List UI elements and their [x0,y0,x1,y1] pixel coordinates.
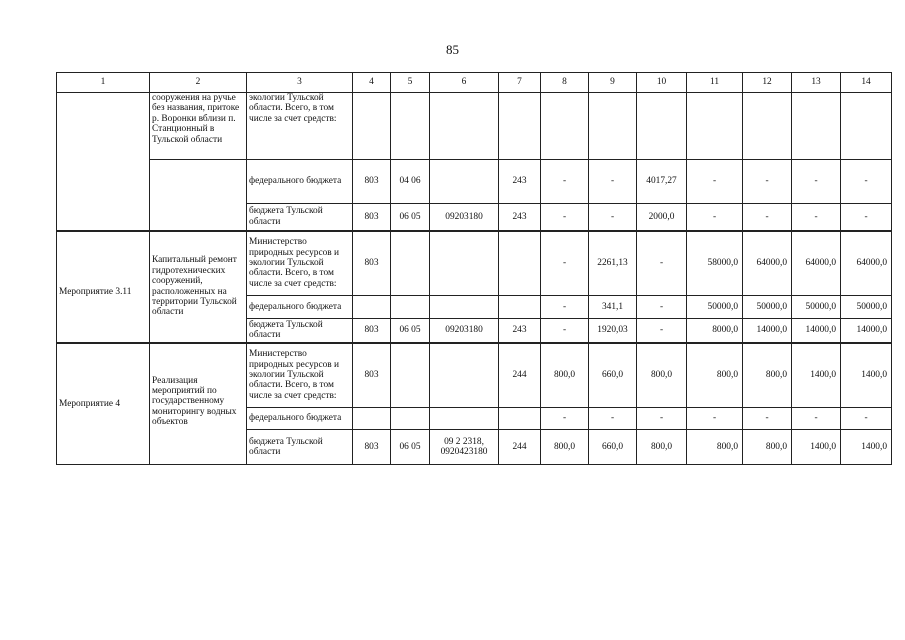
value-cell: 09203180 [430,204,499,231]
value-cell: - [841,160,892,204]
header-row [57,73,892,93]
value-cell: 803 [353,319,391,343]
value-cell: - [541,296,589,319]
event-name-cell: Капитальный ремонт гидротехнических сооружений, расположенных на территории Тульской области [150,231,247,343]
value-cell: - [589,204,637,231]
value-cell: - [841,408,892,430]
value-cell: 14000,0 [841,319,892,343]
value-cell: 50000,0 [841,296,892,319]
value-cell: 1400,0 [841,430,892,465]
header-cell: 14 [841,73,892,93]
value-cell: 14000,0 [743,319,792,343]
value-cell: 64000,0 [743,231,792,296]
value-cell: 800,0 [743,430,792,465]
value-cell: - [541,408,589,430]
value-cell: - [841,204,892,231]
header-cell: 1 [57,73,150,93]
value-cell: 8000,0 [687,319,743,343]
funding-source-cell: федерального бюджета [247,160,353,204]
funding-source-cell: Министерство природных ресурсов и экологии Тульской области. Всего, в том числе за счет средств: [247,343,353,408]
funding-source-cell: бюджета Тульской области [247,430,353,465]
value-cell: 06 05 [391,430,430,465]
event-name-cell: сооружения на ручье без названия, притоке р. Воронки вблизи п. Станционный в Тульской области [150,93,247,160]
header-cell: 3 [247,73,353,93]
value-cell: - [637,231,687,296]
value-cell [430,343,499,408]
funding-source-cell: Министерство природных ресурсов и экологии Тульской области. Всего, в том числе за счет средств: [247,231,353,296]
funding-source-cell: бюджета Тульской области [247,319,353,343]
value-cell [391,296,430,319]
value-cell: - [541,204,589,231]
value-cell: - [637,408,687,430]
value-cell [353,296,391,319]
value-cell [499,408,541,430]
value-cell: 800,0 [541,343,589,408]
event-label-cell: Мероприятие 3.11 [57,231,150,343]
value-cell: 243 [499,160,541,204]
value-cell: - [743,204,792,231]
value-cell [499,231,541,296]
value-cell: 1920,03 [589,319,637,343]
table-row [57,231,892,296]
event-label-cell [57,93,150,231]
event-label-cell: Мероприятие 4 [57,343,150,465]
value-cell: 1400,0 [792,430,841,465]
value-cell: 06 05 [391,204,430,231]
value-cell: - [743,160,792,204]
value-cell [430,296,499,319]
value-cell: 243 [499,319,541,343]
value-cell [499,296,541,319]
value-cell: 243 [499,204,541,231]
value-cell [430,408,499,430]
value-cell: 803 [353,160,391,204]
table-row [57,343,892,408]
header-cell: 10 [637,73,687,93]
value-cell: - [541,319,589,343]
value-cell: 800,0 [743,343,792,408]
table-row [57,160,892,204]
funding-source-cell: федерального бюджета [247,408,353,430]
value-cell: 4017,27 [637,160,687,204]
value-cell: 04 06 [391,160,430,204]
value-cell: 50000,0 [687,296,743,319]
value-cell: - [541,160,589,204]
value-cell: - [637,319,687,343]
header-cell: 12 [743,73,792,93]
header-cell: 2 [150,73,247,93]
value-cell: 06 05 [391,319,430,343]
value-cell: - [589,408,637,430]
header-cell: 7 [499,73,541,93]
value-cell: 2261,13 [589,231,637,296]
value-cell: - [792,160,841,204]
value-cell: - [792,204,841,231]
header-cell: 9 [589,73,637,93]
value-cell: - [687,160,743,204]
value-cell: - [589,160,637,204]
value-cell: 1400,0 [792,343,841,408]
value-cell: 1400,0 [841,343,892,408]
funding-source-cell: экологии Тульской области. Всего, в том числе за счет средств: [247,93,353,160]
value-cell: 341,1 [589,296,637,319]
value-cell: - [687,204,743,231]
value-cell: 800,0 [541,430,589,465]
event-name-cell [150,160,247,231]
value-cell: 800,0 [637,343,687,408]
value-cell: - [541,231,589,296]
header-cell: 4 [353,73,391,93]
event-name-cell: Реализация мероприятий по государственному мониторингу водных объектов [150,343,247,465]
budget-table [56,72,892,465]
funding-source-cell: бюджета Тульской области [247,204,353,231]
value-cell: 660,0 [589,430,637,465]
value-cell: 803 [353,430,391,465]
funding-source-cell: федерального бюджета [247,296,353,319]
value-cell: 244 [499,343,541,408]
header-cell: 8 [541,73,589,93]
value-cell [430,231,499,296]
value-cell [430,160,499,204]
value-cell: 800,0 [687,430,743,465]
page-number: 85 [446,42,459,57]
value-cell: 09 2 2318, 0920423180 [430,430,499,465]
value-cell: 803 [353,204,391,231]
value-cell: 64000,0 [841,231,892,296]
value-cell: - [743,408,792,430]
value-cell: 09203180 [430,319,499,343]
header-cell: 13 [792,73,841,93]
value-cell: 660,0 [589,343,637,408]
value-cell: 14000,0 [792,319,841,343]
value-cell: 244 [499,430,541,465]
header-cell: 11 [687,73,743,93]
value-cell: 58000,0 [687,231,743,296]
value-cell: 50000,0 [743,296,792,319]
value-cell: 803 [353,343,391,408]
header-cell: 5 [391,73,430,93]
value-cell [391,231,430,296]
value-cell: - [792,408,841,430]
value-cell [391,343,430,408]
value-cell: 50000,0 [792,296,841,319]
header-cell: 6 [430,73,499,93]
value-cell [353,408,391,430]
value-cell: 803 [353,231,391,296]
value-cell: 800,0 [687,343,743,408]
value-cell [391,408,430,430]
value-cell: 800,0 [637,430,687,465]
value-cell: 64000,0 [792,231,841,296]
table-row [57,93,892,160]
value-cell: 2000,0 [637,204,687,231]
value-cell: - [637,296,687,319]
value-cell: - [687,408,743,430]
